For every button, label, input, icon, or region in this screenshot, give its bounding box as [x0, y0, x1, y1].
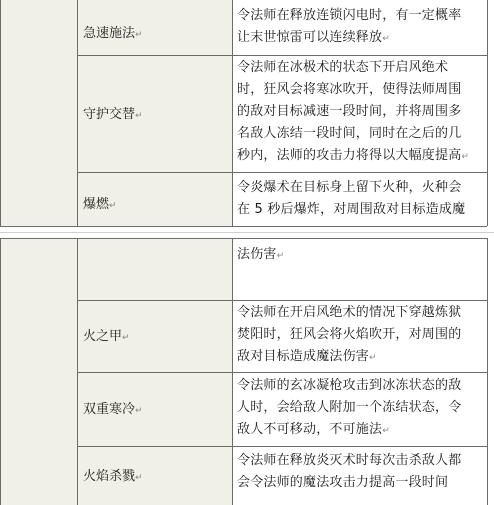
skill-description — [237, 375, 484, 442]
skill-name: 火焰杀戮↵ — [83, 469, 143, 484]
grid-line — [77, 300, 487, 301]
description-line: 的敌对目标减速一段时间，并将周围多 — [237, 104, 462, 119]
description-line: 令法师在释放炎灭术时每次击杀敌人都 — [237, 453, 462, 468]
description-line: 秒内，法师的攻击力将得以大幅度提高↵ — [237, 148, 470, 163]
skill-description — [237, 302, 484, 369]
page-break-line — [0, 232, 494, 233]
description-line: 名敌人冻结一段时间，同时在之后的几 — [237, 126, 462, 141]
skill-description — [237, 177, 484, 221]
description-line: 令法师在释放连锁闪电时，有一定概率 — [237, 8, 462, 23]
description-line: 在 5 秒后爆炸，对周围敌对目标造成魔 — [237, 202, 466, 217]
grid-line — [77, 372, 487, 373]
grid-line — [0, 226, 487, 227]
skill-description — [237, 450, 484, 494]
skill-description-continued — [237, 244, 484, 267]
description-line: 令法师在开启风绝术的情况下穿越炼狱 — [237, 305, 462, 320]
description-line: 令炎爆术在目标身上留下火种，火种会 — [237, 180, 462, 195]
description-line: 会令法师的魔法攻击力提高一段时间 — [237, 475, 449, 490]
skill-name: 火之甲↵ — [83, 329, 130, 344]
description-line: 令法师的玄冰凝枪攻击到冰冻状态的敌 — [237, 378, 462, 393]
description-line: 让末世惊雷可以连续释放↵ — [237, 30, 390, 45]
left-shade-bottom — [0, 238, 77, 505]
grid-line — [487, 238, 488, 505]
grid-line — [77, 0, 78, 226]
skill-name: 守护交替↵ — [83, 107, 143, 122]
description-line: 时，狂风会将寒冰吹开，使得法师周围 — [237, 82, 462, 97]
skill-name: 爆燃↵ — [83, 197, 117, 212]
description-line: 令法师在冰极术的状态下开启风绝术 — [237, 60, 449, 75]
grid-line — [0, 238, 1, 505]
description-line: 法伤害↵ — [237, 247, 285, 262]
left-shade-top — [0, 0, 77, 226]
description-line: 敌人不可移动，不可施法↵ — [237, 422, 390, 437]
grid-line — [0, 238, 487, 239]
grid-line — [77, 172, 487, 173]
description-line: 人时，会给敌人附加一个冻结状态，令 — [237, 400, 462, 415]
skill-name: 急速施法↵ — [83, 26, 143, 41]
skill-description — [237, 5, 484, 50]
grid-line — [232, 0, 233, 226]
skill-description — [237, 57, 484, 168]
grid-line — [77, 55, 487, 56]
description-line: 敌对目标造成魔法伤害↵ — [237, 349, 377, 364]
description-line: 焚阳时，狂风会将火焰吹开，对周围的 — [237, 327, 462, 342]
grid-line — [487, 0, 488, 226]
skill-name: 双重寒冷↵ — [83, 402, 143, 417]
grid-line — [77, 446, 487, 447]
grid-line — [0, 0, 1, 226]
